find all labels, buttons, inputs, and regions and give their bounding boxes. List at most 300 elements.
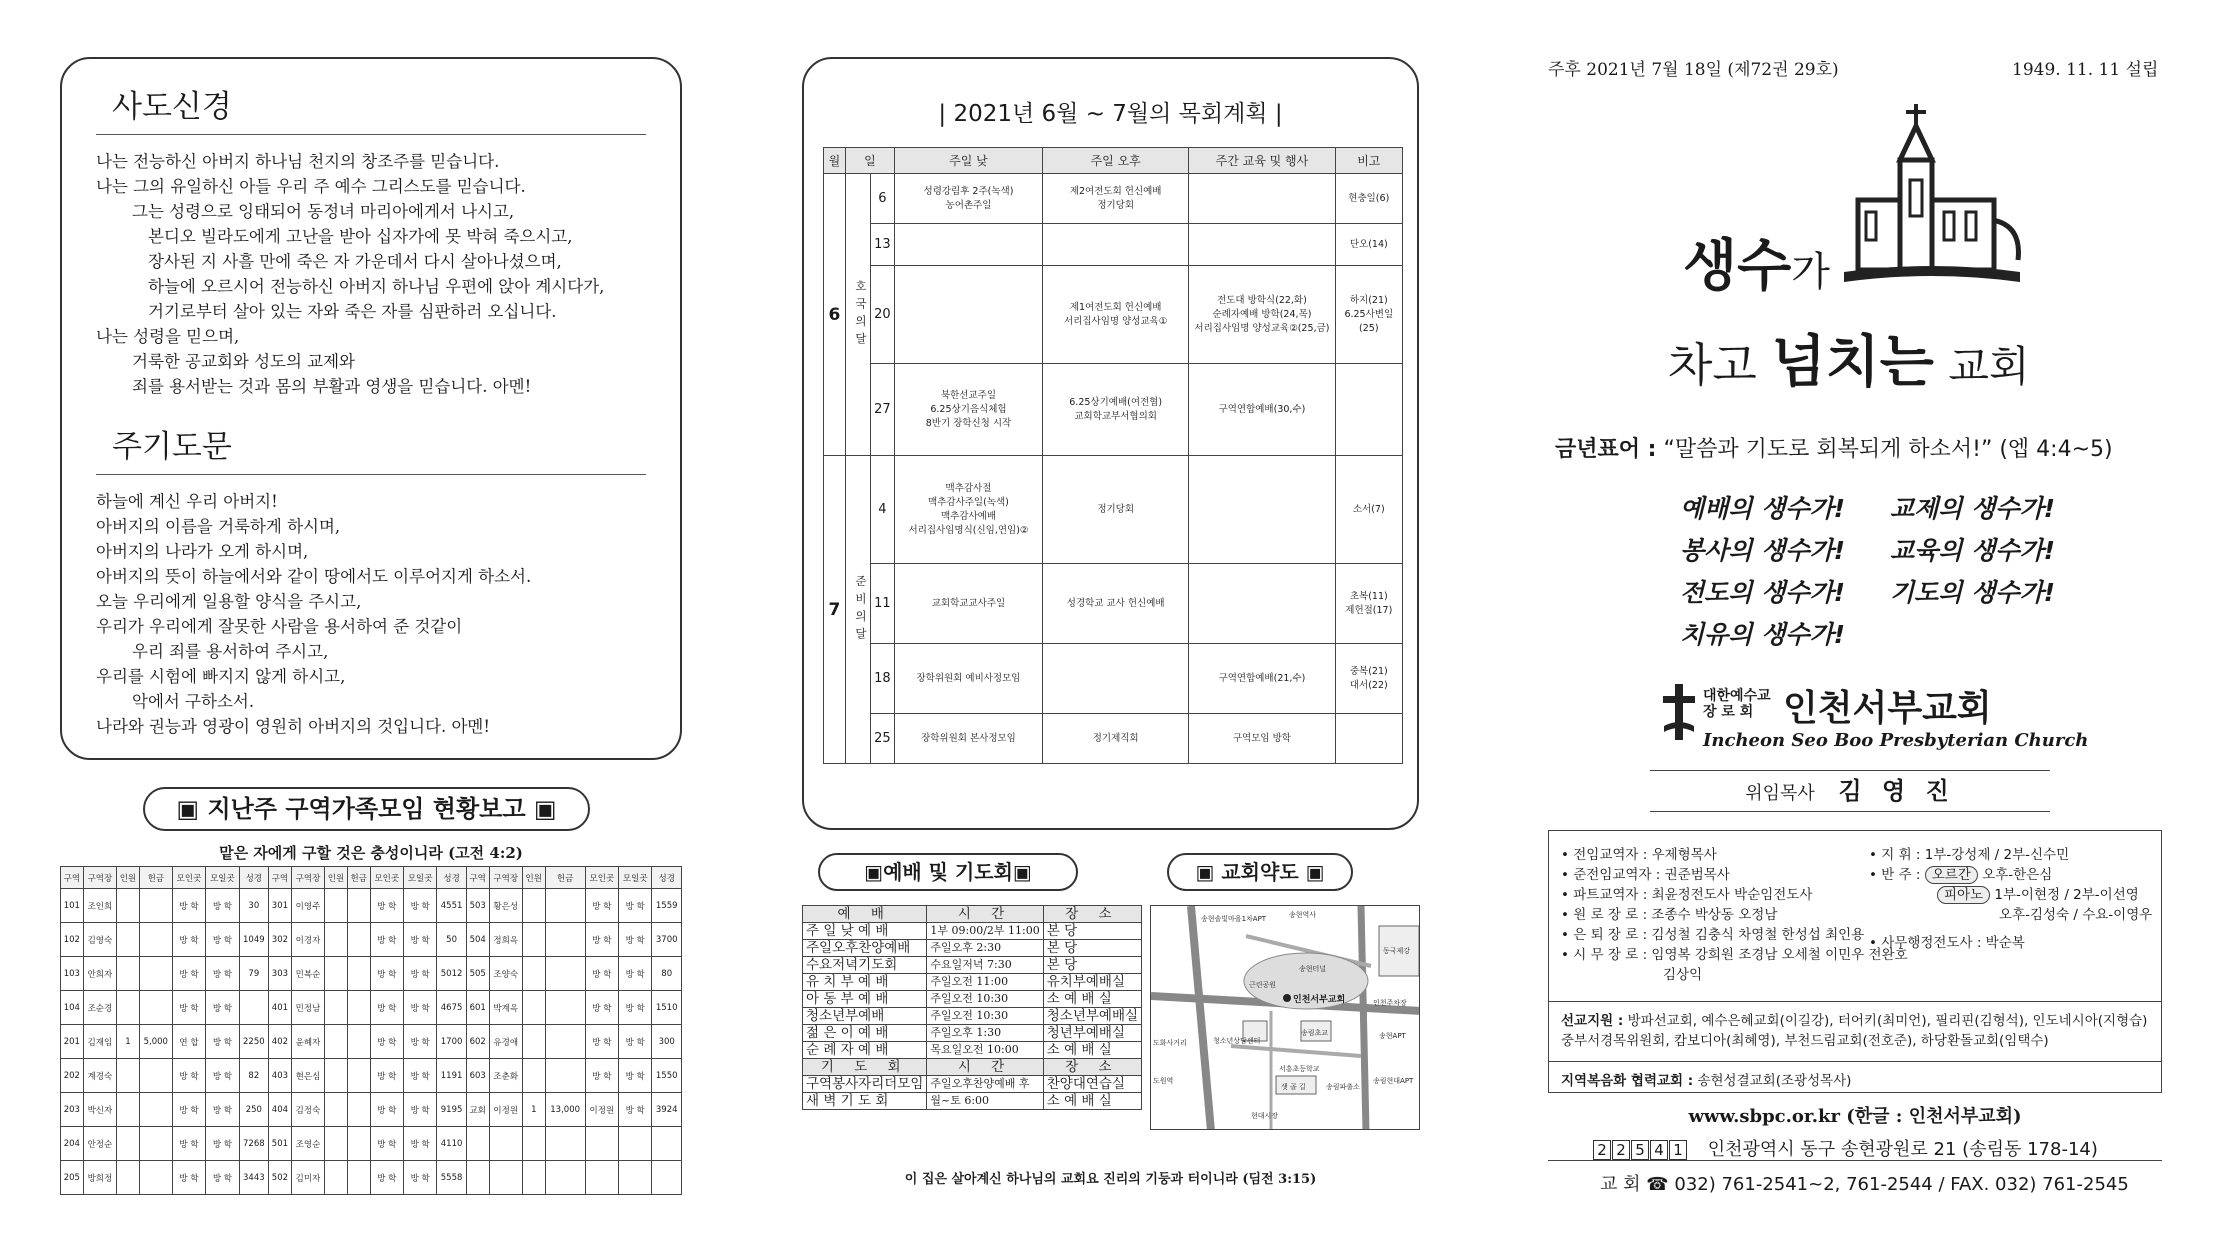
- report-cell: 1: [522, 1093, 545, 1127]
- report-cell: [325, 923, 348, 957]
- worship-cell: 주 일 낮 예 배: [803, 923, 927, 940]
- report-cell: 3924: [652, 1093, 682, 1127]
- plan-header: 월: [824, 148, 846, 174]
- report-row: [61, 991, 682, 1025]
- report-cell: [325, 1093, 348, 1127]
- map-label: 도화사거리: [1153, 1039, 1187, 1047]
- report-cell: 101: [61, 889, 84, 923]
- partner-label: 지역복음화 협력교회 :: [1561, 1073, 1694, 1089]
- report-header: 구역장: [489, 867, 522, 889]
- plan-cell-day: 11: [870, 564, 894, 644]
- report-cell: [139, 1059, 172, 1093]
- report-cell: [545, 1059, 585, 1093]
- staff-line: • 파트교역자 : 최윤정전도사 박순임전도사: [1561, 887, 1813, 903]
- worship-cell: 아 동 부 예 배: [803, 991, 927, 1008]
- worship-cell: 유 치 부 예 배: [803, 974, 927, 991]
- mission-text: 방파선교회, 예수은혜교회(이길강), 터어키(최미언), 필리핀(김형석), 인도네시아(지형습) 중부서경목위원회, 캄보디아(최혜영), 부천드림교회(전호준), 하당환돌교회(임택수): [1561, 1013, 2148, 1049]
- pastor-name: 김 영 진: [1838, 777, 1955, 805]
- mission-label: 선교지원 :: [1561, 1013, 1624, 1029]
- plan-cell-am: 장학위원회 본사정모임: [894, 714, 1042, 764]
- report-cell: [117, 1093, 140, 1127]
- plan-row: [824, 266, 1403, 364]
- zip-digit: 1: [1669, 1140, 1687, 1160]
- mission-support: [1561, 1011, 2151, 1051]
- report-cell: 505: [466, 957, 489, 991]
- report-cell: 1550: [652, 1059, 682, 1093]
- map-church-label: 인천서부교회: [1293, 995, 1346, 1005]
- plan-cell-note: [1335, 714, 1402, 764]
- zip-digit: 4: [1650, 1140, 1668, 1160]
- report-cell: 302: [269, 923, 292, 957]
- motto-ref: (엡 4:4~5): [1999, 437, 2113, 462]
- motto-item: 치유의 생수가!: [1680, 620, 1846, 649]
- worship-cell: 주일오후찬양예배: [803, 940, 927, 957]
- map-label: 송현APT: [1379, 1032, 1406, 1040]
- report-header: 헌금: [545, 867, 585, 889]
- address: [1593, 1135, 2098, 1161]
- prayer-line: 하늘에 계신 우리 아버지!: [96, 492, 278, 511]
- report-cell: [522, 1025, 545, 1059]
- worship-row: [803, 940, 1142, 957]
- report-cell: [117, 1059, 140, 1093]
- plan-row: [824, 456, 1403, 564]
- plan-row: [824, 714, 1403, 764]
- plan-month-theme: 호국의달: [845, 174, 870, 456]
- report-cell: 민복순: [291, 957, 324, 991]
- report-cell: 503: [466, 889, 489, 923]
- report-cell: [325, 957, 348, 991]
- report-row: [61, 889, 682, 923]
- worship-cell: 주일오후 2:30: [927, 940, 1043, 957]
- bottom-verse: 이 집은 살아계신 하나님의 교회요 진리의 기둥과 터이니라 (딤전 3:15): [904, 1172, 1317, 1187]
- worship-header-row: [803, 1059, 1142, 1076]
- worship-cell: 찬양대연습실: [1043, 1076, 1141, 1093]
- worship-cell: 목요일오전 10:00: [927, 1042, 1043, 1059]
- report-cell: 방 학: [206, 1059, 239, 1093]
- prayer-line: 아버지의 이름을 거룩하게 하시며,: [96, 517, 341, 536]
- report-cell: 방 학: [370, 957, 403, 991]
- report-cell: 방 학: [370, 923, 403, 957]
- worship-cell: 소 예 배 실: [1043, 1093, 1141, 1110]
- report-cell: [325, 889, 348, 923]
- report-cell: [139, 1127, 172, 1161]
- report-cell: 이정원: [585, 1093, 618, 1127]
- report-cell: [139, 1093, 172, 1127]
- report-header: 모인곳: [585, 867, 618, 889]
- report-cell: 방 학: [172, 1093, 205, 1127]
- report-cell: 방 학: [172, 957, 205, 991]
- report-cell: [347, 1025, 370, 1059]
- report-cell: 방 학: [172, 1059, 205, 1093]
- report-cell: [325, 1025, 348, 1059]
- report-cell: 이정원: [489, 1093, 522, 1127]
- creed-line: 죄를 용서받는 것과 몸의 부활과 영생을 믿습니다. 아멘!: [132, 377, 532, 396]
- map-label: 송현역사: [1289, 911, 1317, 919]
- report-cell: 80: [652, 957, 682, 991]
- report-cell: 조인희: [83, 889, 116, 923]
- report-cell: 조춘화: [489, 1059, 522, 1093]
- plan-cell-am: 장학위원회 예비사정모임: [894, 644, 1042, 714]
- worship-cell: 소 예 배 실: [1043, 991, 1141, 1008]
- worship-cell: 구역봉사자리더모임: [803, 1076, 927, 1093]
- partner-church: [1561, 1069, 1851, 1089]
- plan-cell-am: [894, 266, 1042, 364]
- staff-line: • 준전임교역자 : 권준범목사: [1561, 867, 1730, 883]
- pastor-line: [1650, 770, 2050, 812]
- motto-item: 전도의 생수가!: [1680, 578, 1846, 607]
- worship-row: [803, 957, 1142, 974]
- report-header: 구역: [61, 867, 84, 889]
- website-link[interactable]: www.sbpc.or.kr (한글 : 인천서부교회): [1688, 1106, 2022, 1127]
- prayer-line: 나라와 권능과 영광이 영원히 아버지의 것입니다. 아멘!: [96, 717, 491, 736]
- worship-cell: 본 당: [1043, 923, 1141, 940]
- report-cell: 방 학: [585, 1059, 618, 1093]
- report-cell: 203: [61, 1093, 84, 1127]
- slogan-word: 차고: [1668, 338, 1757, 392]
- report-cell: [522, 957, 545, 991]
- worship-cell: 수요저녁기도회: [803, 957, 927, 974]
- map-label: 송림파출소: [1326, 1083, 1360, 1091]
- plan-header: 주간 교육 및 행사: [1189, 148, 1335, 174]
- plan-header-row: [824, 148, 1403, 174]
- map-label: 샛 골 길: [1281, 1083, 1306, 1091]
- plan-cell-am: 북한선교주일 6.25상기음식체험 8반기 장학신청 시작: [894, 364, 1042, 456]
- creed-line: 장사된 지 사흘 만에 죽은 자 가운데서 다시 살아나셨으며,: [148, 252, 562, 271]
- slogan-word: 가: [1791, 249, 1830, 295]
- plan-cell-pm: 제1여전도회 헌신예배 서리집사임명 양성교육①: [1043, 266, 1189, 364]
- report-cell: 김정숙: [291, 1093, 324, 1127]
- plan-row: [824, 644, 1403, 714]
- plan-cell-pm: [1043, 644, 1189, 714]
- report-cell: 204: [61, 1127, 84, 1161]
- report-cell: 603: [466, 1059, 489, 1093]
- report-cell: 방 학: [172, 991, 205, 1025]
- map-label: 도원역: [1153, 1077, 1174, 1085]
- report-cell: [325, 991, 348, 1025]
- plan-cell-week: [1189, 224, 1335, 266]
- plan-cell-week: [1189, 456, 1335, 564]
- prayer-text: [96, 489, 646, 739]
- report-cell: [139, 1161, 172, 1195]
- creed-text: [96, 149, 646, 399]
- map-label: 송림현대APT: [1373, 1077, 1414, 1085]
- report-cell: 4110: [437, 1127, 466, 1161]
- prayer-line: 우리 죄를 용서하여 주시고,: [132, 642, 329, 661]
- worship-cell: 청년부예배실: [1043, 1025, 1141, 1042]
- report-cell: 방 학: [403, 1127, 436, 1161]
- map-label: 청소년상담센터: [1213, 1037, 1261, 1045]
- report-header: 헌금: [347, 867, 370, 889]
- motto-item: 예배의 생수가!: [1680, 494, 1846, 523]
- staff-line: • 전임교역자 : 우제형목사: [1561, 847, 1717, 863]
- report-row: [61, 957, 682, 991]
- report-cell: 1: [117, 1025, 140, 1059]
- report-cell: 방 학: [370, 889, 403, 923]
- report-cell: 50: [437, 923, 466, 957]
- plan-cell-pm: 성경학교 교사 헌신예배: [1043, 564, 1189, 644]
- worship-cell: 순 례 자 예 배: [803, 1042, 927, 1059]
- report-cell: [545, 1025, 585, 1059]
- report-row: [61, 1127, 682, 1161]
- map-label: 송림초교: [1301, 1029, 1329, 1037]
- report-header: 성경: [437, 867, 466, 889]
- report-cell: 300: [652, 1025, 682, 1059]
- report-cell: 79: [239, 957, 268, 991]
- report-cell: [117, 1127, 140, 1161]
- worship-title: ▣예배 및 기도회▣: [818, 853, 1078, 891]
- report-header: 모일곳: [403, 867, 436, 889]
- worship-cell: 1부 09:00/2부 11:00: [927, 923, 1043, 940]
- map-label: 인천주차장: [1373, 999, 1407, 1007]
- map-label: 송현솔빛마을1차APT: [1201, 915, 1267, 923]
- plan-header: 주일 낮: [894, 148, 1042, 174]
- plan-cell-day: 25: [870, 714, 894, 764]
- report-cell: 안정순: [83, 1127, 116, 1161]
- report-cell: [325, 1127, 348, 1161]
- report-cell: [466, 1161, 489, 1195]
- organ-label: • 반 주 :: [1869, 867, 1921, 883]
- worship-header: 시 간: [927, 906, 1043, 923]
- report-cell: 1191: [437, 1059, 466, 1093]
- report-cell: 교회: [466, 1093, 489, 1127]
- report-cell: 30: [239, 889, 268, 923]
- report-cell: 104: [61, 991, 84, 1025]
- report-cell: [139, 991, 172, 1025]
- worship-cell: 청소년부예배: [803, 1008, 927, 1025]
- report-cell: 김미자: [291, 1161, 324, 1195]
- church-map: [1150, 905, 1420, 1130]
- report-cell: [347, 1059, 370, 1093]
- report-cell: 방 학: [172, 889, 205, 923]
- admin-line: • 사무행정전도사 : 박순복: [1869, 935, 2025, 951]
- issue-date: 주후 2021년 7월 18일 (제72권 29호): [1548, 60, 1839, 80]
- report-cell: 방 학: [172, 1127, 205, 1161]
- year-motto: [1555, 432, 2113, 463]
- report-cell: [117, 991, 140, 1025]
- report-header: 인원: [325, 867, 348, 889]
- zip-digit: 5: [1631, 1140, 1649, 1160]
- slogan-line-2: [1668, 318, 2030, 398]
- phone-line: 교 회 ☎ 032) 761-2541~2, 761-2544 / FAX. 032) 761-2545: [1600, 1174, 2129, 1195]
- plan-cell-day: 6: [870, 174, 894, 224]
- plan-cell-am: 맥추감사절 맥추감사주일(녹색) 맥추감사예배 서리집사임명식(신임,연임)②: [894, 456, 1042, 564]
- piano-text: 1부-이현정 / 2부-이선영: [1994, 887, 2139, 903]
- report-cell: 계경숙: [83, 1059, 116, 1093]
- report-cell: [522, 1059, 545, 1093]
- report-cell: [652, 1161, 682, 1195]
- plan-cell-week: 구역연합예배(21,수): [1189, 644, 1335, 714]
- report-cell: 방 학: [370, 1127, 403, 1161]
- report-cell: 4551: [437, 889, 466, 923]
- worship-cell: 주일오후찬양예배 후: [927, 1076, 1043, 1093]
- music-staff: [1869, 845, 2152, 953]
- worship-cell: 새 벽 기 도 회: [803, 1093, 927, 1110]
- report-cell: [347, 1093, 370, 1127]
- report-cell: 방 학: [619, 923, 652, 957]
- worship-cell: 주일오후 1:30: [927, 1025, 1043, 1042]
- report-cell: 102: [61, 923, 84, 957]
- worship-header: 예 배: [803, 906, 927, 923]
- staff-info-box: [1548, 830, 2162, 1093]
- prayer-line: 아버지의 뜻이 하늘에서와 같이 땅에서도 이루어지게 하소서.: [96, 567, 532, 586]
- creed-line: 거기로부터 살아 있는 자와 죽은 자를 심판하러 오십니다.: [148, 302, 557, 321]
- worship-cell: 젊 은 이 예 배: [803, 1025, 927, 1042]
- report-cell: 방 학: [403, 1093, 436, 1127]
- report-cell: [117, 923, 140, 957]
- report-cell: 방 학: [370, 1025, 403, 1059]
- creed-line: 그는 성령으로 잉태되어 동정녀 마리아에게서 나시고,: [132, 202, 515, 221]
- plan-cell-pm: 제2여전도회 헌신예배 정기당회: [1043, 174, 1189, 224]
- report-header: 모일곳: [619, 867, 652, 889]
- report-cell: [545, 1161, 585, 1195]
- worship-header: 시 간: [927, 1059, 1043, 1076]
- plan-header: 비고: [1335, 148, 1402, 174]
- report-cell: 박신자: [83, 1093, 116, 1127]
- report-header: 인원: [117, 867, 140, 889]
- report-cell: 303: [269, 957, 292, 991]
- piano-pill: 피아노: [1937, 886, 1990, 904]
- map-label: 근린공원: [1249, 981, 1277, 989]
- report-cell: 방 학: [585, 991, 618, 1025]
- worship-cell: 소 예 배 실: [1043, 1042, 1141, 1059]
- staff-line: 김상익: [1663, 967, 1703, 983]
- established-date: 1949. 11. 11 설립: [2012, 60, 2159, 80]
- report-cell: 정희옥: [489, 923, 522, 957]
- worship-row: [803, 1042, 1142, 1059]
- report-cell: [522, 1161, 545, 1195]
- report-cell: 연 합: [172, 1025, 205, 1059]
- piano-line-2: 오후-김성숙 / 수요-이영우: [1999, 907, 2153, 923]
- report-cell: [545, 991, 585, 1025]
- report-cell: 1700: [437, 1025, 466, 1059]
- staff-list: [1561, 845, 1908, 985]
- report-cell: 이경자: [291, 923, 324, 957]
- report-cell: 301: [269, 889, 292, 923]
- motto-item: 교제의 생수가!: [1890, 494, 2056, 523]
- report-verse: 맡은 자에게 구할 것은 충성이니라 (고전 4:2): [219, 844, 523, 862]
- creed-line: 본디오 빌라도에게 고난을 받아 십자가에 못 박혀 죽으시고,: [148, 227, 573, 246]
- zip-digit: 2: [1593, 1140, 1611, 1160]
- report-cell: 유경애: [489, 1025, 522, 1059]
- report-cell: [117, 957, 140, 991]
- motto-item: 교육의 생수가!: [1890, 536, 2056, 565]
- report-row: [61, 923, 682, 957]
- report-cell: 방 학: [403, 1025, 436, 1059]
- report-header: 구역장: [291, 867, 324, 889]
- denomination: [1703, 688, 1771, 720]
- creed-line: 나는 전능하신 아버지 하나님 천지의 창조주를 믿습니다.: [96, 152, 500, 171]
- report-cell: [585, 1161, 618, 1195]
- prayer-line: 악에서 구하소서.: [132, 692, 255, 711]
- plan-cell-pm: [1043, 224, 1189, 266]
- report-header: 구역장: [83, 867, 116, 889]
- report-cell: [347, 923, 370, 957]
- creed-title: 사도신경: [96, 81, 646, 135]
- report-cell: 방 학: [206, 923, 239, 957]
- report-cell: 1049: [239, 923, 268, 957]
- plan-cell-week: 구역모임 방학: [1189, 714, 1335, 764]
- report-cell: 2250: [239, 1025, 268, 1059]
- report-cell: 방 학: [206, 957, 239, 991]
- report-cell: [325, 1059, 348, 1093]
- plan-header: 일: [845, 148, 894, 174]
- report-cell: [117, 889, 140, 923]
- report-cell: [545, 923, 585, 957]
- creed-line: 거룩한 공교회와 성도의 교제와: [132, 352, 355, 371]
- report-cell: [619, 1127, 652, 1161]
- worship-cell: 주일오전 10:30: [927, 1008, 1043, 1025]
- worship-cell: 본 당: [1043, 957, 1141, 974]
- report-row: [61, 1025, 682, 1059]
- report-cell: 방 학: [619, 1059, 652, 1093]
- report-cell: 김영숙: [83, 923, 116, 957]
- report-cell: 82: [239, 1059, 268, 1093]
- report-header-row: [61, 867, 682, 889]
- report-cell: [347, 889, 370, 923]
- report-cell: 5558: [437, 1161, 466, 1195]
- report-cell: 방 학: [585, 1025, 618, 1059]
- slogan-word: 넘치는: [1771, 330, 1934, 395]
- report-cell: 방 학: [619, 889, 652, 923]
- report-cell: 501: [269, 1127, 292, 1161]
- organ-pill: 오르간: [1925, 866, 1978, 884]
- plan-cell-note: [1335, 364, 1402, 456]
- report-cell: 402: [269, 1025, 292, 1059]
- address-text: 인천광역시 동구 송현광원로 21 (송림동 178-14): [1707, 1139, 2098, 1160]
- report-cell: 401: [269, 991, 292, 1025]
- report-cell: 방 학: [619, 1025, 652, 1059]
- plan-cell-am: 교회학교교사주일: [894, 564, 1042, 644]
- report-cell: 202: [61, 1059, 84, 1093]
- report-cell: 윤혜자: [291, 1025, 324, 1059]
- report-cell: 방 학: [585, 957, 618, 991]
- plan-row: [824, 564, 1403, 644]
- report-cell: 방 학: [370, 1059, 403, 1093]
- report-title: ▣ 지난주 구역가족모임 현황보고 ▣: [143, 787, 590, 831]
- worship-cell: 수요일저녁 7:30: [927, 957, 1043, 974]
- worship-row: [803, 974, 1142, 991]
- zip-digit: 2: [1612, 1140, 1630, 1160]
- report-cell: 방 학: [619, 1093, 652, 1127]
- report-cell: 103: [61, 957, 84, 991]
- report-header: 헌금: [139, 867, 172, 889]
- plan-cell-week: 전도대 방학식(22,화) 순례자예배 방학(24,목) 서리집사임명 양성교육②(25,금): [1189, 266, 1335, 364]
- report-cell: 방 학: [403, 923, 436, 957]
- report-header: 성경: [652, 867, 682, 889]
- worship-header: 장 소: [1043, 1059, 1141, 1076]
- report-header: 성경: [239, 867, 268, 889]
- plan-cell-day: 4: [870, 456, 894, 564]
- plan-panel: [802, 57, 1419, 830]
- report-cell: [489, 1127, 522, 1161]
- denomination-line: 대한예수교: [1703, 688, 1771, 704]
- report-header: 구역: [466, 867, 489, 889]
- worship-cell: 주일오전 11:00: [927, 974, 1043, 991]
- report-table: [60, 866, 682, 1195]
- report-cell: 박계옥: [489, 991, 522, 1025]
- report-cell: [522, 889, 545, 923]
- organ-text: 오후-한은심: [1982, 867, 2053, 883]
- plan-cell-day: 18: [870, 644, 894, 714]
- report-cell: [545, 1127, 585, 1161]
- motto-item: 봉사의 생수가!: [1680, 536, 1846, 565]
- partner-text: 송현성결교회(조광성목사): [1697, 1073, 1852, 1089]
- report-cell: 조영순: [291, 1127, 324, 1161]
- map-label: 동국제강: [1383, 947, 1411, 955]
- report-cell: 1559: [652, 889, 682, 923]
- creed-line: 나는 그의 유일하신 아들 우리 주 예수 그리스도를 믿습니다.: [96, 177, 526, 196]
- plan-cell-week: [1189, 174, 1335, 224]
